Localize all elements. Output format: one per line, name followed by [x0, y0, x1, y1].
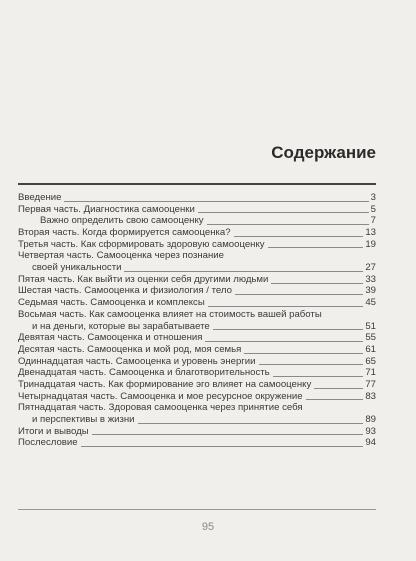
- toc-leader-dots: [306, 399, 364, 400]
- toc-page-number: 83: [365, 390, 376, 402]
- toc-page-number: 33: [365, 273, 376, 285]
- toc-leader-dots: [271, 283, 363, 284]
- bottom-divider: [18, 509, 376, 510]
- toc-entry-label: Тринадцатая часть. Как формирование эго влияет на самооценку: [18, 378, 312, 390]
- page-title: Содержание: [271, 143, 376, 162]
- title-divider: [18, 183, 376, 185]
- toc-entry-label: Седьмая часть. Самооценка и комплексы: [18, 297, 205, 309]
- toc-entry-label: Одиннадцатая часть. Самооценка и уровень энергии: [18, 355, 256, 367]
- toc-leader-dots: [213, 329, 364, 330]
- toc-entry-label: Первая часть. Диагностика самооценки: [18, 203, 195, 215]
- toc-entry-label: Пятнадцатая часть. Здоровая самооценка через принятие себя: [18, 402, 303, 414]
- toc-entry-label: своей уникальности: [32, 262, 122, 274]
- toc-row[interactable]: [18, 286, 376, 298]
- toc-row[interactable]: [18, 402, 376, 414]
- toc-row[interactable]: [18, 367, 376, 379]
- toc-row[interactable]: [18, 344, 376, 356]
- toc-page-number: 19: [365, 238, 376, 250]
- toc-leader-dots: [205, 341, 363, 342]
- toc-leader-dots: [259, 364, 364, 365]
- toc-page-number: 71: [365, 367, 376, 379]
- toc-page-number: 89: [365, 414, 376, 426]
- toc-leader-dots: [235, 294, 363, 295]
- toc-row[interactable]: [18, 250, 376, 262]
- toc-entry-label: Двенадцатая часть. Самооценка и благотворительность: [18, 367, 270, 379]
- toc-page-number: 3: [370, 191, 376, 203]
- toc-entry-label: Важно определить свою самооценку: [40, 215, 204, 227]
- toc-page-number: 5: [370, 203, 376, 215]
- toc-page-number: 94: [365, 437, 376, 449]
- toc-row[interactable]: [18, 426, 376, 438]
- toc-leader-dots: [234, 236, 364, 237]
- toc-page-number: 51: [365, 320, 376, 332]
- toc-page-number: 13: [365, 227, 376, 239]
- toc-leader-dots: [207, 224, 369, 225]
- toc-leader-dots: [81, 446, 364, 447]
- toc-leader-dots: [314, 388, 363, 389]
- table-of-contents: [18, 192, 376, 449]
- toc-row[interactable]: [18, 297, 376, 309]
- toc-entry-label: Девятая часть. Самооценка и отношения: [18, 332, 203, 344]
- toc-entry-label: Шестая часть. Самооценка и физиология / тело: [18, 285, 232, 297]
- toc-row[interactable]: [18, 391, 376, 403]
- toc-page-number: 93: [365, 425, 376, 437]
- toc-page-number: 61: [365, 343, 376, 355]
- toc-entry-label: Пятая часть. Как выйти из оценки себя другими людьми: [18, 273, 269, 285]
- toc-row[interactable]: [18, 332, 376, 344]
- toc-page-number: 77: [365, 378, 376, 390]
- toc-row[interactable]: [18, 309, 376, 321]
- toc-entry-label: Послесловие: [18, 437, 78, 449]
- toc-leader-dots: [268, 247, 364, 248]
- toc-page-number: 27: [365, 262, 376, 274]
- toc-row[interactable]: [18, 321, 376, 333]
- toc-page-number: 65: [365, 355, 376, 367]
- toc-page-number: 39: [365, 285, 376, 297]
- toc-row[interactable]: [18, 192, 376, 204]
- toc-entry-label: Вторая часть. Когда формируется самооценка?: [18, 227, 231, 239]
- toc-leader-dots: [64, 201, 368, 202]
- toc-row[interactable]: [18, 356, 376, 368]
- toc-entry-label: Введение: [18, 191, 62, 203]
- toc-row[interactable]: [18, 227, 376, 239]
- toc-entry-label: Восьмая часть. Как самооценка влияет на стоимость вашей работы: [18, 308, 322, 320]
- toc-entry-label: и на деньги, которые вы зарабатываете: [32, 320, 210, 332]
- toc-row[interactable]: [18, 414, 376, 426]
- toc-entry-label: Третья часть. Как сформировать здоровую самооценку: [18, 238, 265, 250]
- toc-entry-label: и перспективы в жизни: [32, 414, 135, 426]
- toc-page-number: 45: [365, 297, 376, 309]
- toc-row[interactable]: [18, 204, 376, 216]
- toc-entry-label: Четвертая часть. Самооценка через познание: [18, 250, 224, 262]
- toc-leader-dots: [273, 376, 364, 377]
- page-number: 95: [201, 521, 215, 533]
- toc-entry-label: Четырнадцатая часть. Самооценка и мое ресурсное окружение: [18, 390, 303, 402]
- toc-leader-dots: [244, 353, 363, 354]
- toc-row[interactable]: [18, 262, 376, 274]
- toc-row[interactable]: [18, 215, 376, 227]
- toc-leader-dots: [124, 271, 363, 272]
- toc-page-number: 7: [370, 215, 376, 227]
- toc-entry-label: Итоги и выводы: [18, 425, 89, 437]
- toc-row[interactable]: [18, 379, 376, 391]
- toc-row[interactable]: [18, 274, 376, 286]
- toc-row[interactable]: [18, 239, 376, 251]
- toc-leader-dots: [138, 423, 364, 424]
- toc-entry-label: Десятая часть. Самооценка и мой род, моя семья: [18, 343, 242, 355]
- toc-leader-dots: [208, 306, 364, 307]
- toc-row[interactable]: [18, 437, 376, 449]
- toc-leader-dots: [92, 434, 364, 435]
- toc-leader-dots: [198, 212, 369, 213]
- toc-page-number: 55: [365, 332, 376, 344]
